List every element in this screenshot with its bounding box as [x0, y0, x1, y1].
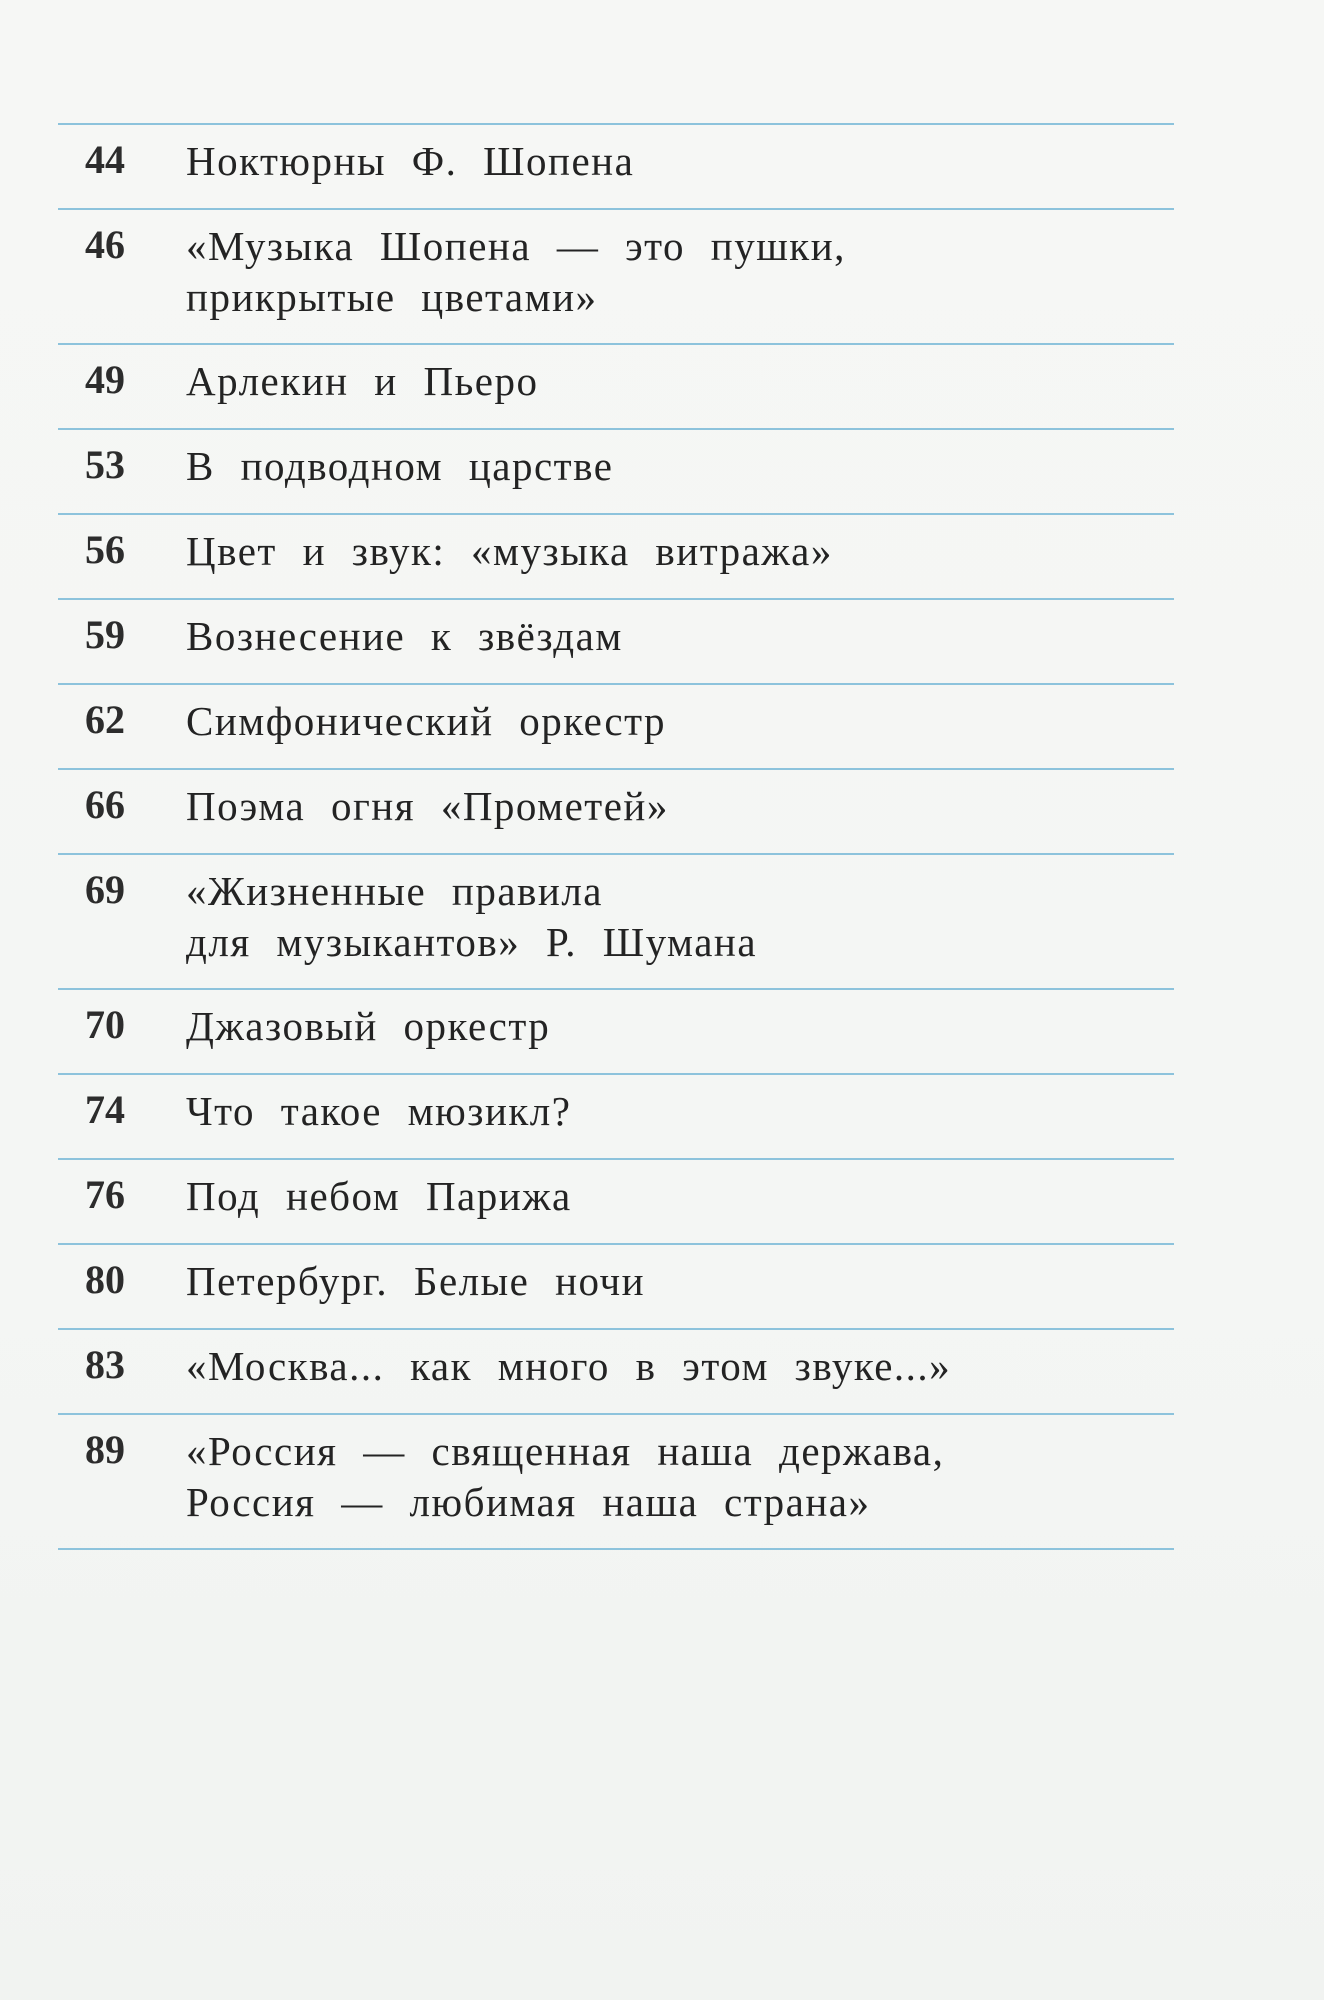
page-number: 70	[85, 1002, 125, 1047]
page-number: 89	[85, 1427, 125, 1472]
entry-title: «Жизненные правила для музыкантов» Р. Шумана	[186, 868, 758, 965]
entry-title: «Россия — священная наша держава, Россия — любимая наша страна»	[186, 1428, 945, 1525]
page-number: 83	[85, 1342, 125, 1387]
entry-title: Вознесение к звёздам	[186, 613, 623, 659]
toc-entry	[58, 515, 1174, 598]
page-number: 56	[85, 527, 125, 572]
toc-entry	[58, 1415, 1174, 1548]
toc-entry	[58, 600, 1174, 683]
toc-entry	[58, 990, 1174, 1073]
table-of-contents	[58, 123, 1174, 1550]
page-number: 69	[85, 867, 125, 912]
entry-title: Что такое мюзикл?	[186, 1088, 572, 1134]
entry-title: Арлекин и Пьеро	[186, 358, 539, 404]
page-number: 53	[85, 442, 125, 487]
page-number: 74	[85, 1087, 125, 1132]
page-number: 46	[85, 222, 125, 267]
toc-entry	[58, 1245, 1174, 1328]
toc-entry	[58, 430, 1174, 513]
toc-entry	[58, 770, 1174, 853]
toc-entry	[58, 855, 1174, 988]
entry-title: Цвет и звук: «музыка витража»	[186, 528, 833, 574]
toc-entry	[58, 1075, 1174, 1158]
toc-entry	[58, 1160, 1174, 1243]
page-number: 44	[85, 137, 125, 182]
toc-entry	[58, 685, 1174, 768]
entry-title: «Москва... как много в этом звуке...»	[186, 1343, 952, 1389]
page-number: 59	[85, 612, 125, 657]
page-number: 76	[85, 1172, 125, 1217]
page-number: 66	[85, 782, 125, 827]
toc-entry	[58, 125, 1174, 208]
entry-title: Петербург. Белые ночи	[186, 1258, 646, 1304]
page-number: 49	[85, 357, 125, 402]
entry-title: Поэма огня «Прометей»	[186, 783, 669, 829]
entry-title: Ноктюрны Ф. Шопена	[186, 138, 635, 184]
divider	[58, 1548, 1174, 1550]
toc-entry	[58, 1330, 1174, 1413]
entry-title: «Музыка Шопена — это пушки, прикрытые цветами»	[186, 223, 846, 320]
page-number: 62	[85, 697, 125, 742]
entry-title: Джазовый оркестр	[186, 1003, 551, 1049]
toc-entry	[58, 345, 1174, 428]
page-number: 80	[85, 1257, 125, 1302]
toc-entry	[58, 210, 1174, 343]
entry-title: Под небом Парижа	[186, 1173, 572, 1219]
entry-title: В подводном царстве	[186, 443, 614, 489]
entry-title: Симфонический оркестр	[186, 698, 667, 744]
